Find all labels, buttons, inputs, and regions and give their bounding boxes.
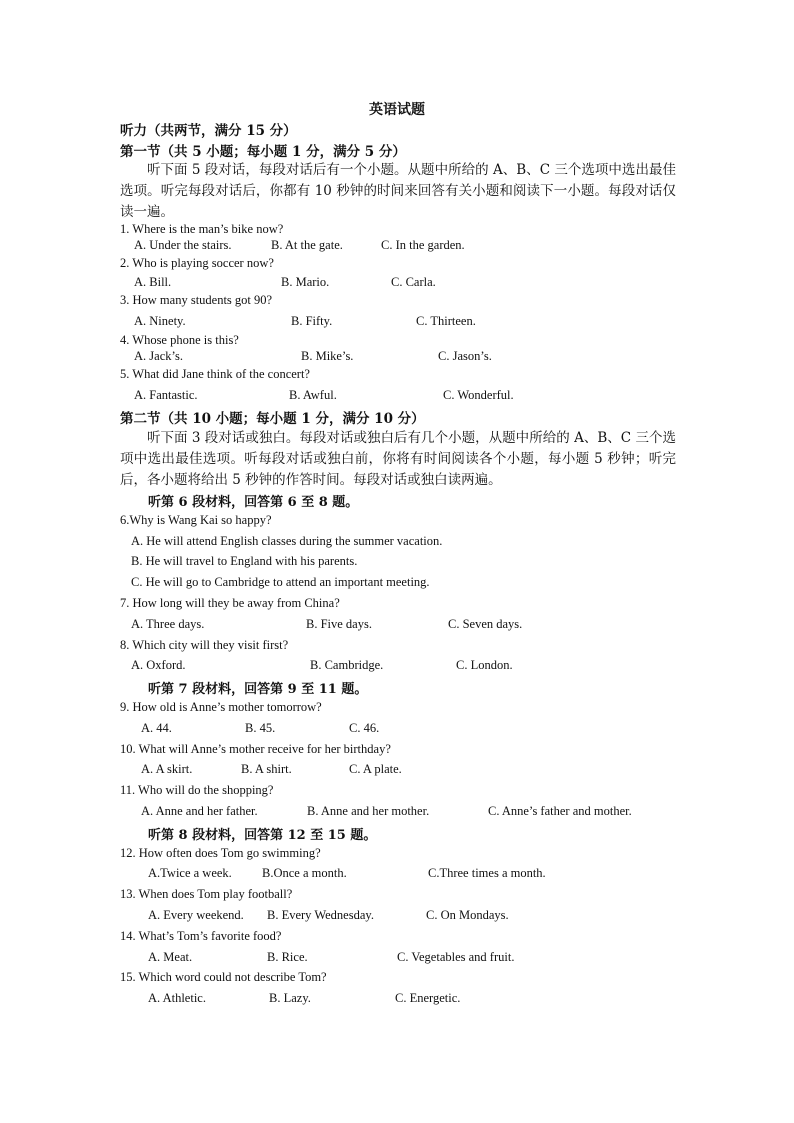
material-6-heading: 听第 6 段材料，回答第 6 至 8 题。 (148, 495, 359, 510)
question-2-option-c: C. Carla. (391, 275, 436, 289)
question-3-option-a: A. Ninety. (134, 314, 186, 328)
question-3-option-b: B. Fifty. (291, 314, 333, 328)
question-14: 14. What’s Tom’s favorite food? (120, 929, 282, 943)
question-8: 8. Which city will they visit first? (120, 638, 289, 652)
question-7-option-c: C. Seven days. (448, 617, 523, 631)
question-5: 5. What did Jane think of the concert? (120, 367, 310, 381)
question-6: 6.Why is Wang Kai so happy? (120, 513, 272, 527)
question-13-option-b: B. Every Wednesday. (267, 908, 374, 922)
material-8-heading: 听第 8 段材料，回答第 12 至 15 题。 (148, 828, 377, 843)
question-7-option-a: A. Three days. (131, 617, 205, 631)
question-14-option-a: A. Meat. (148, 950, 193, 964)
question-3: 3. How many students got 90? (120, 293, 273, 307)
question-12: 12. How often does Tom go swimming? (120, 846, 321, 860)
part1-heading: 第一节（共 5 小题；每小题 1 分，满分 5 分） (120, 144, 406, 160)
question-4-option-b: B. Mike’s. (301, 349, 354, 363)
question-4: 4. Whose phone is this? (120, 333, 239, 347)
question-2-option-a: A. Bill. (134, 275, 172, 289)
part2-heading: 第二节（共 10 小题；每小题 1 分，满分 10 分） (120, 411, 425, 427)
question-8-option-b: B. Cambridge. (310, 658, 384, 672)
question-1-option-c: C. In the garden. (381, 238, 465, 252)
question-9: 9. How old is Anne’s mother tomorrow? (120, 700, 322, 714)
material-7-heading: 听第 7 段材料，回答第 9 至 11 题。 (148, 682, 368, 697)
question-14-option-b: B. Rice. (267, 950, 308, 964)
question-2: 2. Who is playing soccer now? (120, 256, 274, 270)
part1-instructions: 听下面 5 段对话，每段对话后有一个小题。从题中所给的 A、B、C 三个选项中选出最佳选项。听完每段对话后，你都有 10 秒钟的时间来回答有关小题和阅读下一小题。每段对话仅读一遍。 (120, 162, 676, 220)
part2-instructions: 听下面 3 段对话或独白。每段对话或独白后有几个小题，从题中所给的 A、B、C 三个选项中选出最佳选项。听每段对话或独白前，你将有时间阅读各个小题，每小题 5 秒钟；听完后，各小题将给出 5 秒钟的作答时间。每段对话或独白读两遍。 (120, 430, 676, 488)
question-8-option-c: C. London. (456, 658, 513, 672)
question-11-option-a: A. Anne and her father. (141, 804, 258, 818)
question-1-option-b: B. At the gate. (271, 238, 343, 252)
question-4-option-a: A. Jack’s. (134, 349, 183, 363)
question-3-option-c: C. Thirteen. (416, 314, 476, 328)
question-11-option-c: C. Anne’s father and mother. (488, 804, 632, 818)
question-9-option-c: C. 46. (349, 721, 380, 735)
question-10-option-c: C. A plate. (349, 762, 402, 776)
question-9-option-a: A. 44. (141, 721, 172, 735)
question-5-option-a: A. Fantastic. (134, 388, 198, 402)
question-6-option-c: C. He will go to Cambridge to attend an important meeting. (131, 575, 430, 589)
question-13: 13. When does Tom play football? (120, 887, 293, 901)
question-12-option-a: A.Twice a week. (148, 866, 232, 880)
question-4-option-c: C. Jason’s. (438, 349, 492, 363)
page-title: 英语试题 (369, 102, 425, 118)
question-8-option-a: A. Oxford. (131, 658, 186, 672)
question-1-option-a: A. Under the stairs. (134, 238, 232, 252)
question-6-option-a: A. He will attend English classes during the summer vacation. (131, 534, 443, 548)
question-2-option-b: B. Mario. (281, 275, 330, 289)
question-15: 15. Which word could not describe Tom? (120, 970, 327, 984)
question-9-option-b: B. 45. (245, 721, 276, 735)
question-10-option-b: B. A shirt. (241, 762, 292, 776)
question-1: 1. Where is the man’s bike now? (120, 222, 284, 236)
question-5-option-b: B. Awful. (289, 388, 337, 402)
question-15-option-a: A. Athletic. (148, 991, 206, 1005)
question-11-option-b: B. Anne and her mother. (307, 804, 430, 818)
listening-section-heading: 听力（共两节，满分 15 分） (120, 123, 297, 139)
question-15-option-c: C. Energetic. (395, 991, 461, 1005)
question-7: 7. How long will they be away from China? (120, 596, 340, 610)
question-12-option-c: C.Three times a month. (428, 866, 546, 880)
question-14-option-c: C. Vegetables and fruit. (397, 950, 515, 964)
question-13-option-c: C. On Mondays. (426, 908, 509, 922)
question-7-option-b: B. Five days. (306, 617, 372, 631)
question-11: 11. Who will do the shopping? (120, 783, 274, 797)
question-10: 10. What will Anne’s mother receive for her birthday? (120, 742, 391, 756)
question-10-option-a: A. A skirt. (141, 762, 193, 776)
question-12-option-b: B.Once a month. (262, 866, 347, 880)
question-13-option-a: A. Every weekend. (148, 908, 244, 922)
question-5-option-c: C. Wonderful. (443, 388, 514, 402)
question-15-option-b: B. Lazy. (269, 991, 311, 1005)
question-6-option-b: B. He will travel to England with his parents. (131, 554, 358, 568)
